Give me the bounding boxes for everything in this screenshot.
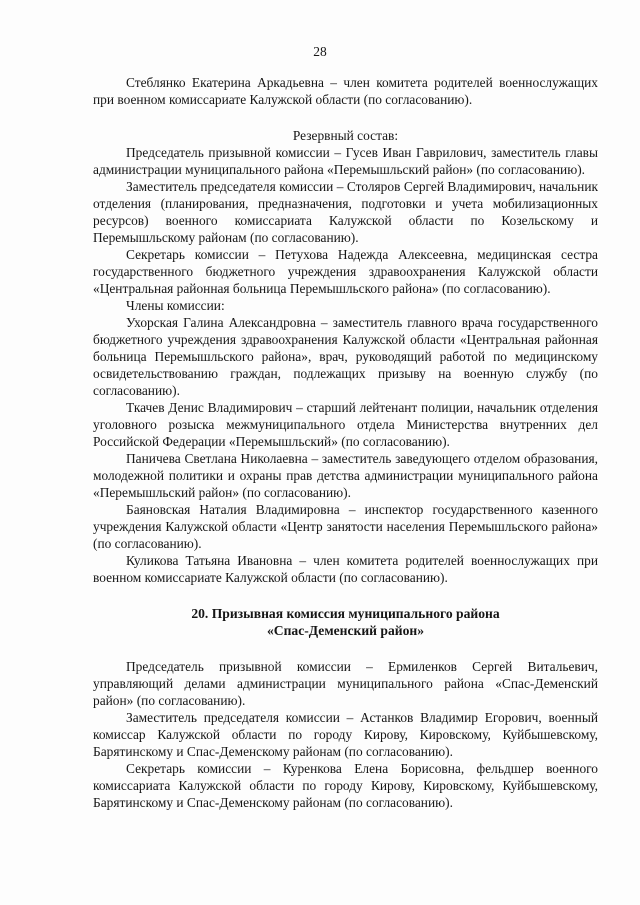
- section-deputy: Заместитель председателя комиссии – Астанков Владимир Егорович, военный комиссар Калужской области по городу Кирову, Кировскому, Куйбышевскому, Барятинскому и Спас-Деменскому районам (по согласованию).: [93, 710, 598, 759]
- reserve-members-heading: Члены комиссии:: [126, 298, 225, 313]
- page-number: 28: [313, 44, 327, 59]
- reserve-secretary: Секретарь комиссии – Петухова Надежда Алексеевна, медицинская сестра государственного бюджетного учреждения здравоохранения Калужской области «Центральная районная больница Перемышльского района» (по согласованию).: [93, 247, 598, 296]
- reserve-member: Баяновская Наталия Владимировна – инспектор государственного казенного учреждения Калужской области «Центр занятости населения Перемышльского района» (по согласованию).: [93, 502, 598, 551]
- section-title: 20. Призывная комиссия муниципального района: [191, 606, 500, 621]
- reserve-member: Ткачев Денис Владимирович – старший лейтенант полиции, начальник отделения уголовного розыска межмуниципального отдела Министерства внутренних дел Российской Федерации «Перемышльский» (по согласованию).: [93, 400, 598, 449]
- section-chairman: Председатель призывной комиссии – Ермиленков Сергей Витальевич, управляющий делами администрации муниципального района «Спас-Деменский район» (по согласованию).: [93, 659, 598, 708]
- document-body: [93, 74, 598, 811]
- reserve-section: [93, 127, 598, 586]
- reserve-member: Паничева Светлана Николаевна – заместитель заведующего отделом образования, молодежной политики и охраны прав детства администрации муниципального района «Перемышльский район» (по согласованию).: [93, 451, 598, 500]
- reserve-deputy: Заместитель председателя комиссии – Столяров Сергей Владимирович, начальник отделения (планирования, предназначения, подготовки и учета мобилизационных ресурсов) военного комиссариата Калужской области по Козельскому и Перемышльскому районам (по согласованию).: [93, 179, 598, 245]
- section-20: [93, 605, 598, 811]
- section-secretary: Секретарь комиссии – Куренкова Елена Борисовна, фельдшер военного комиссариата Калужской области по городу Кирову, Кировскому, Куйбышевскому, Барятинскому и Спас-Деменскому районам (по согласованию).: [93, 761, 598, 810]
- member-entry: Стеблянко Екатерина Аркадьевна – член комитета родителей военнослужащих при военном комиссариате Калужской области (по согласованию).: [93, 75, 598, 107]
- reserve-member: Ухорская Галина Александровна – заместитель главного врача государственного бюджетного учреждения здравоохранения Калужской области «Центральная районная больница Перемышльского района», врач, руководящий работой по медицинскому освидетельствованию граждан, подлежащих призыву на военную службу (по согласованию).: [93, 315, 598, 398]
- reserve-member: Куликова Татьяна Ивановна – член комитета родителей военнослужащих при военном комиссариате Калужской области (по согласованию).: [93, 553, 598, 585]
- reserve-chairman: Председатель призывной комиссии – Гусев Иван Гаврилович, заместитель главы администрации муниципального района «Перемышльский район» (по согласованию).: [93, 145, 598, 177]
- section-subtitle: «Спас-Деменский район»: [266, 623, 425, 638]
- reserve-heading: Резервный состав:: [292, 128, 399, 143]
